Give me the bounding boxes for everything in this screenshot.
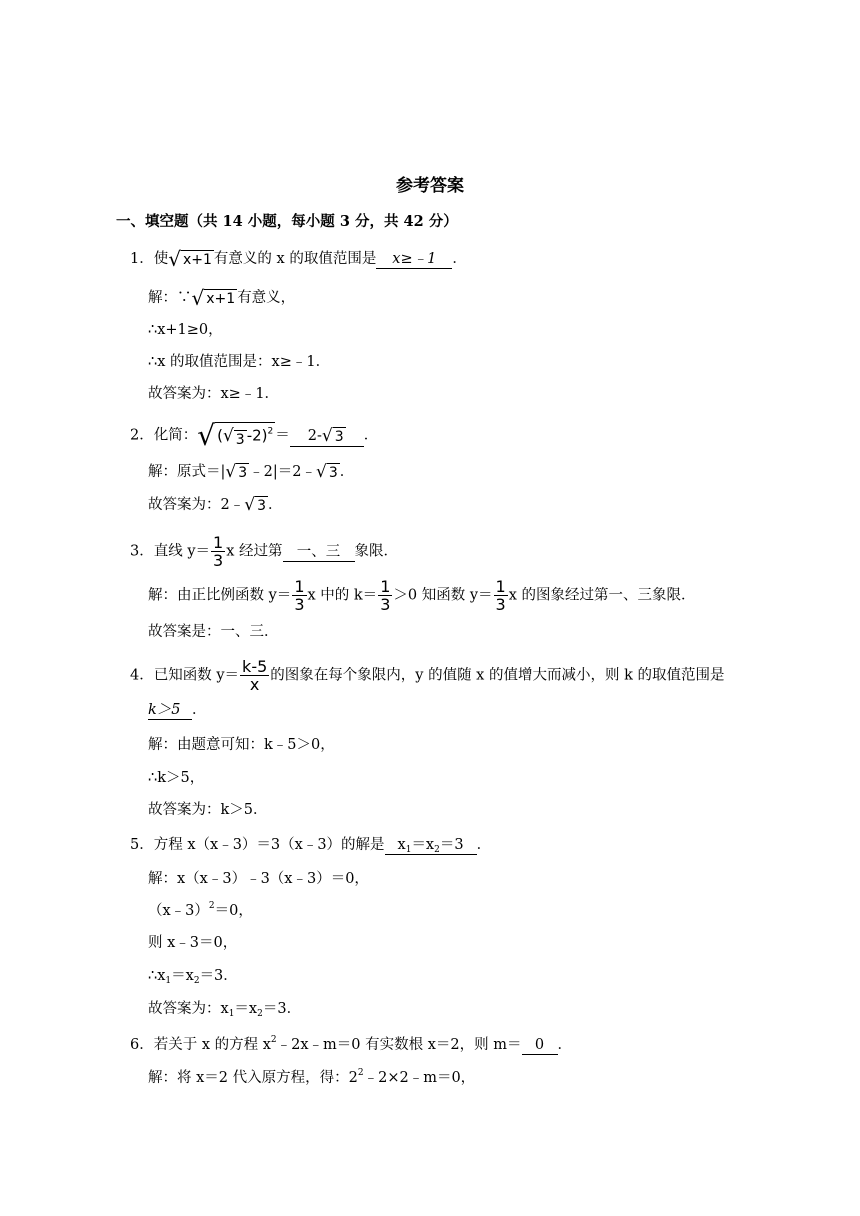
question-number: 2． [130,427,154,444]
fraction: $\frac{1}{3}$ [380,577,391,614]
solution-line: ∴x 的取值范围是：x≥﹣1． [148,354,331,370]
solution-line: 故答案为：$x_1=x_2=3$． [148,1001,302,1019]
section-heading: 一、填空题（共 14 小题，每小题 3 分，共 42 分） [116,213,458,230]
solution-line: 故答案是：一、三． [148,624,279,640]
answer-blank: 0 [522,1036,558,1055]
question-1: 1．使 √ x+1 有意义的 x 的取值范围是 x≥﹣1 ． [130,247,467,271]
question-number: 6． [130,1037,154,1053]
solution-line: ∴x+1≥0， [148,322,223,338]
question-4: 4．已知函数 y＝ $\frac{k-5}{x}$ 的图象在每个象限内，y 的值随 x 的值增大而减小，则 k 的取值范围是 [130,657,725,694]
page-title: 参考答案 [396,176,464,196]
sqrt-expression: √ x+1 [191,286,236,310]
sqrt-expression: √ x+1 [168,247,212,271]
answer-blank: k＞5 [148,701,192,720]
fraction: $\frac{k-5}{x}$ [242,657,268,694]
question-5: 5．方程 x（x﹣3）＝3（x﹣3）的解是 $x_1=x_2=3$ ． [130,837,492,855]
solution-line: 故答案为：k＞5． [148,802,268,818]
radical-sign: √ [168,247,181,271]
question-number: 3． [130,543,154,560]
solution-line: 解：原式＝| √ 3 ﹣2|＝2﹣ √ 3 ． [148,462,355,482]
solution-line: 则 x﹣3＝0， [148,935,238,951]
answer-line: k＞5 ． [148,702,207,718]
question-number: 4． [130,667,154,684]
solution-line: ∴k＞5， [148,770,205,786]
solution-line: 解：由题意可知：k﹣5＞0， [148,737,335,753]
solution-line: 解：将 x＝2 代入原方程，得：$2^2﹣2\times 2﹣m=0$， [148,1068,476,1086]
question-number: 5． [130,837,154,853]
sqrt-expression: √ ( √ 3 -2)$^2$ [197,419,274,452]
solution-line: （x﹣3）$^2$＝0， [148,901,253,919]
answer-blank: x≥﹣1 [376,250,452,269]
question-3: 3．直线 y＝ $\frac{1}{3}$ x 经过第 一、三 象限． [130,533,399,570]
solution-line: 解：∵ √ x+1 有意义， [148,286,296,310]
solution-line: $\therefore x_1=x_2=3$． [148,968,238,986]
question-number: 1． [130,251,154,267]
fraction: $\frac{1}{3}$ [495,577,506,614]
fraction: $\frac{1}{3}$ [213,533,224,570]
solution-line: 解：x（x﹣3）﹣3（x﹣3）＝0， [148,871,369,887]
solution-line: 故答案为：2﹣ √ 3 ． [148,495,283,515]
question-6: 6．若关于 x 的方程 $x^2﹣2x﹣m=0$ 有实数根 x＝2，则 m＝ 0 ． [130,1035,573,1053]
solution-line: 解：由正比例函数 y＝ $\frac{1}{3}$ x 中的 k＝ $\frac{1}{3}$ ＞0 知函数 y＝ $\frac{1}{3}$ x 的图象经过第一、三象限． [148,577,696,614]
answer-blank: 2- √ 3 [290,426,364,447]
question-2: 2．化简： √ ( √ 3 -2)$^2$ ＝ 2- √ 3 ． [130,419,379,452]
answer-blank: 一、三 [283,543,355,562]
solution-line: 故答案为：x≥﹣1． [148,386,280,402]
answer-blank: $x_1=x_2=3$ [385,836,477,855]
fraction: $\frac{1}{3}$ [294,577,305,614]
